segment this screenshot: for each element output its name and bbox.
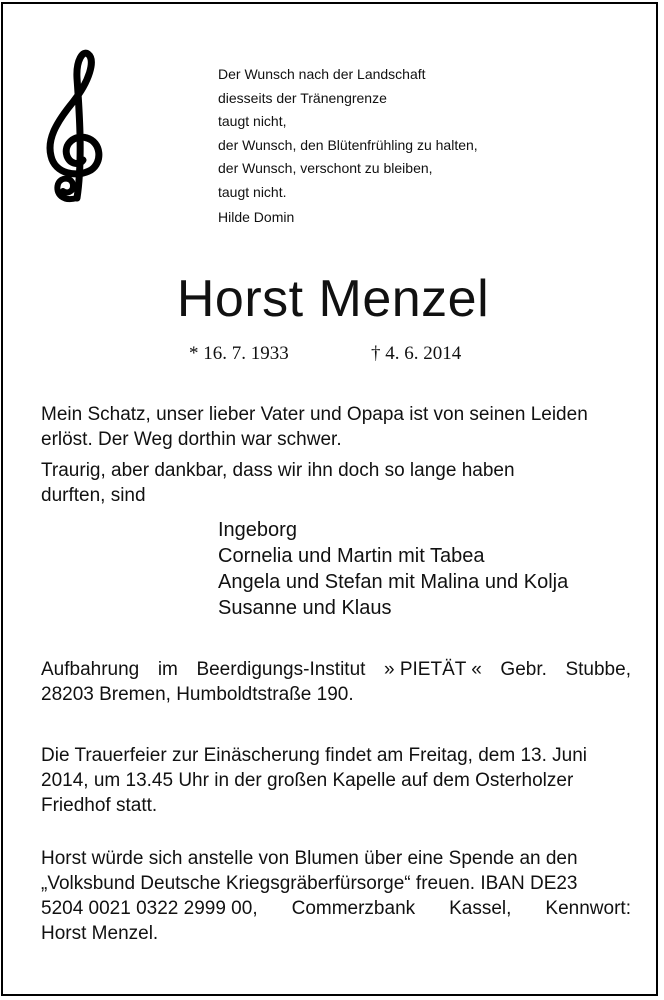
bank-line [41,896,631,921]
keyword-label: Kennwort: [545,898,631,919]
mourners-list [218,517,568,621]
text-line: Horst Menzel. [41,923,159,944]
mourner-entry: Angela und Stefan mit Malina und Kolja [218,571,569,593]
bank-city: Kassel, [449,898,512,919]
obituary-frame [1,2,658,996]
word: Gebr. [500,659,547,680]
poem-line: diesseits der Tränengrenze [218,89,387,106]
iban-number: 5204 0021 0322 2999 00, [41,898,258,919]
word: Beerdigungs-Institut [196,659,366,680]
text-line: „Volksbund Deutsche Kriegsgräberfürsorge“ freuen. IBAN DE23 [41,873,578,894]
viewing-line [41,657,631,682]
poem-quote [218,63,478,230]
text-line: Horst würde sich anstelle von Blumen über eine Spende an den [41,848,578,869]
text-line: Die Trauerfeier zur Einäscherung findet am Freitag, dem 13. Juni [41,745,587,766]
bank-name: Commerzbank [291,898,416,919]
poem-line: taugt nicht. [218,183,287,200]
death-date: † 4. 6. 2014 [371,343,462,364]
treble-clef-icon [43,48,107,206]
text-line: 28203 Bremen, Humboldtstraße 190. [41,684,354,705]
gratitude-paragraph [41,458,631,508]
word: » PIETÄT « [384,659,482,680]
donation-paragraph [41,846,631,946]
viewing-paragraph [41,657,631,707]
mourner-entry: Cornelia und Martin mit Tabea [218,545,485,567]
word: Stubbe, [565,659,631,680]
word: im [157,659,178,680]
text-line: 2014, um 13.45 Uhr in der großen Kapelle auf dem Osterholzer [41,770,574,791]
poem-author: Hilde Domin [218,209,295,225]
word: Aufbahrung [41,659,140,680]
poem-line: der Wunsch, den Blütenfrühling zu halten, [218,136,478,153]
mourner-entry: Ingeborg [218,519,297,541]
birth-date: * 16. 7. 1933 [189,343,289,364]
mourner-entry: Susanne und Klaus [218,597,392,619]
intro-paragraph [41,402,631,452]
poem-line: der Wunsch, verschont zu bleiben, [218,160,433,176]
deceased-name: Horst Menzel [176,270,490,328]
poem-line: taugt nicht, [218,113,287,129]
text-line: durften, sind [41,485,146,506]
text-line: Mein Schatz, unser lieber Vater und Opapa ist von seinen Leiden [41,404,588,425]
text-line: Friedhof statt. [41,795,158,816]
ceremony-paragraph [41,743,631,818]
text-line: Traurig, aber dankbar, dass wir ihn doch so lange haben [41,460,515,481]
poem-line: Der Wunsch nach der Landschaft [218,66,426,82]
text-line: erlöst. Der Weg dorthin war schwer. [41,429,342,450]
